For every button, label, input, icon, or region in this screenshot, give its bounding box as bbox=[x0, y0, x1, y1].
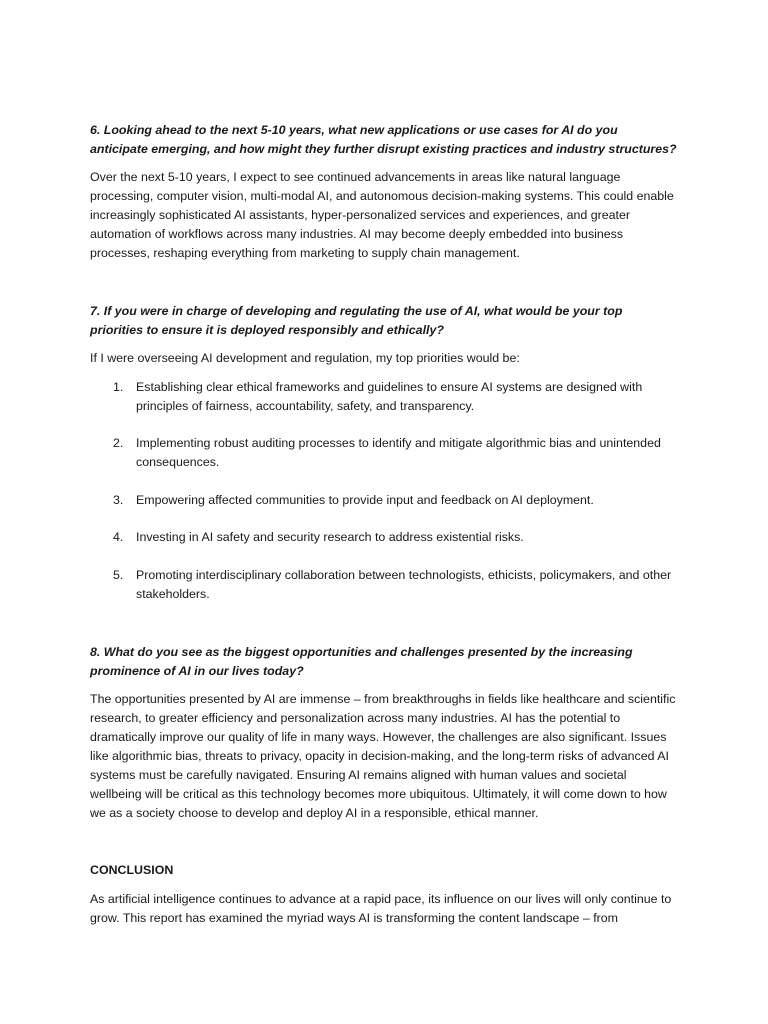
list-item-number: 1. bbox=[113, 380, 124, 394]
list-item-number: 5. bbox=[113, 568, 124, 582]
list-item-number: 2. bbox=[113, 436, 124, 450]
list-item-text: Promoting interdisciplinary collaboration between technologists, ethicists, policymakers, and other stakeholders. bbox=[136, 568, 672, 601]
list-item-text: Investing in AI safety and security research to address existential risks. bbox=[136, 530, 524, 544]
question-8: 8. What do you see as the biggest opportunities and challenges presented by the increasing prominence of AI in our lives today? bbox=[90, 645, 633, 678]
list-item-text: Empowering affected communities to provide input and feedback on AI deployment. bbox=[136, 493, 594, 507]
answer-6: Over the next 5-10 years, I expect to see continued advancements in areas like natural language processing, computer vision, multi-modal AI, and autonomous decision-making systems. This could enable increasingly sophisticated AI assistants, hyper-personalized services and experiences, and greater automation of workflows across many industries. AI may become deeply embedded into business processes, reshaping everything from marketing to supply chain management. bbox=[90, 170, 674, 260]
list-item-text: Implementing robust auditing processes to identify and mitigate algorithmic bias and unintended consequences. bbox=[136, 436, 661, 469]
question-7: 7. If you were in charge of developing and regulating the use of AI, what would be your top priorities to ensure it is deployed responsibly and ethically? bbox=[90, 304, 623, 337]
answer-8: The opportunities presented by AI are immense – from breakthroughs in fields like healthcare and scientific research, to greater efficiency and personalization across many industries. AI has the potential to dramatically improve our quality of life in many ways. However, the challenges are also significant. Issues like algorithmic bias, threats to privacy, opacity in decision-making, and the long-term risks of advanced AI systems must be carefully navigated. Ensuring AI remains aligned with human values and societal wellbeing will be critical as this technology becomes more ubiquitous. Ultimately, it will come down to how we as a society choose to develop and deploy AI in a responsible, ethical manner. bbox=[90, 692, 676, 820]
list-item-number: 3. bbox=[113, 493, 124, 507]
list-item-number: 4. bbox=[113, 530, 124, 544]
question-6: 6. Looking ahead to the next 5-10 years, what new applications or use cases for AI do you anticipate emerging, and how might they further disrupt existing practices and industry structures? bbox=[90, 123, 677, 156]
conclusion-heading: CONCLUSION bbox=[90, 863, 174, 877]
answer-7-intro: If I were overseeing AI development and regulation, my top priorities would be: bbox=[90, 351, 520, 365]
list-item-text: Establishing clear ethical frameworks and guidelines to ensure AI systems are designed with principles of fairness, accountability, safety, and transparency. bbox=[136, 380, 643, 413]
conclusion-text: As artificial intelligence continues to advance at a rapid pace, its influence on our lives will only continue to grow. This report has examined the myriad ways AI is transforming the content landscape – from bbox=[90, 892, 672, 925]
